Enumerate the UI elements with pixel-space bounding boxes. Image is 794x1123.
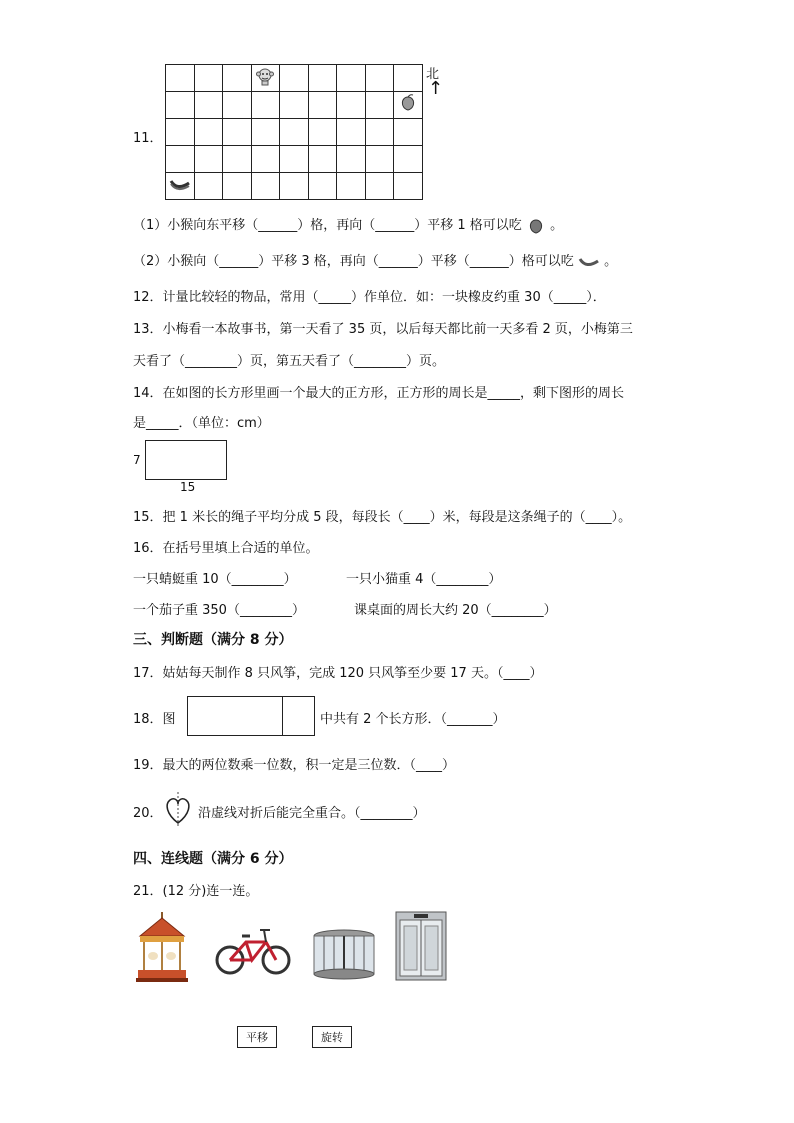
q16-d: 课桌面的周长大约 20（________） [354,603,557,618]
q14-line1: 14．在如图的长方形里画一个最大的正方形，正方形的周长是_____，剩下图形的周长 [133,386,625,401]
q16-a: 一只蜻蜓重 10（________） [133,572,297,587]
q20-suffix: 沿虚线对折后能完全重合。（________） [198,806,426,821]
banana-icon [166,173,195,200]
elevator-icon [394,910,448,982]
q14-rectangle [145,440,227,480]
north-arrow-icon: ↑ [428,78,444,99]
q20-prefix: 20． [133,806,163,821]
q18-suffix: 中共有 2 个长方形．（_______） [320,712,506,727]
q19: 19．最大的两位数乘一位数，积一定是三位数．（____） [133,758,456,773]
banana-icon [578,253,600,271]
q14-side-label: 7 [133,453,141,467]
bicycle-icon [214,922,294,978]
q16-title: 16．在括号里填上合适的单位。 [133,541,319,556]
section4-heading: 四、连线题（满分 6 分） [133,851,293,867]
q11-grid [165,64,423,200]
q21-title: 21．(12 分)连一连。 [133,884,259,899]
translation-label-box[interactable]: 平移 [237,1026,277,1048]
q15: 15．把 1 米长的绳子平均分成 5 段，每段长（____）米，每段是这条绳子的（____）。 [133,510,632,525]
q14-line2: 是_____．（单位：cm） [133,416,270,431]
monkey-icon [251,65,280,92]
q11-part1: （1）小猴向东平移（______）格，再向（______）平移 1 格可以吃 。 [133,218,564,233]
q13-line2: 天看了（________）页，第五天看了（________）页。 [133,354,446,369]
q16-c: 一个茄子重 350（________） [133,603,305,618]
q16-b: 一只小猫重 4（________） [346,572,502,587]
rotation-label-box[interactable]: 旋转 [312,1026,352,1048]
q13-line1: 13．小梅看一本故事书，第一天看了 35 页，以后每天都比前一天多看 2 页，小梅第三 [133,322,633,337]
q11-number: 11． [133,131,163,146]
q11-part2: （2）小猴向（______）平移 3 格，再向（______）平移（______）格可以吃 。 [133,254,618,269]
q12: 12．计量比较轻的物品，常用（_____）作单位．如：一块橡皮约重 30（_____）． [133,290,606,305]
heart-icon [163,790,193,830]
q18-figure [187,696,315,736]
carousel-icon [134,910,190,984]
revolving-door-icon [312,928,376,980]
q18-prefix: 18．图 [133,712,176,727]
q17: 17．姑姑每天制作 8 只风筝，完成 120 只风筝至少要 17 天。（____） [133,666,543,681]
section3-heading: 三、判断题（满分 8 分） [133,632,293,648]
peach-icon [394,92,423,119]
north-label: 北 [426,67,440,82]
q14-bottom-label: 15 [180,480,196,494]
peach-icon [526,217,546,235]
